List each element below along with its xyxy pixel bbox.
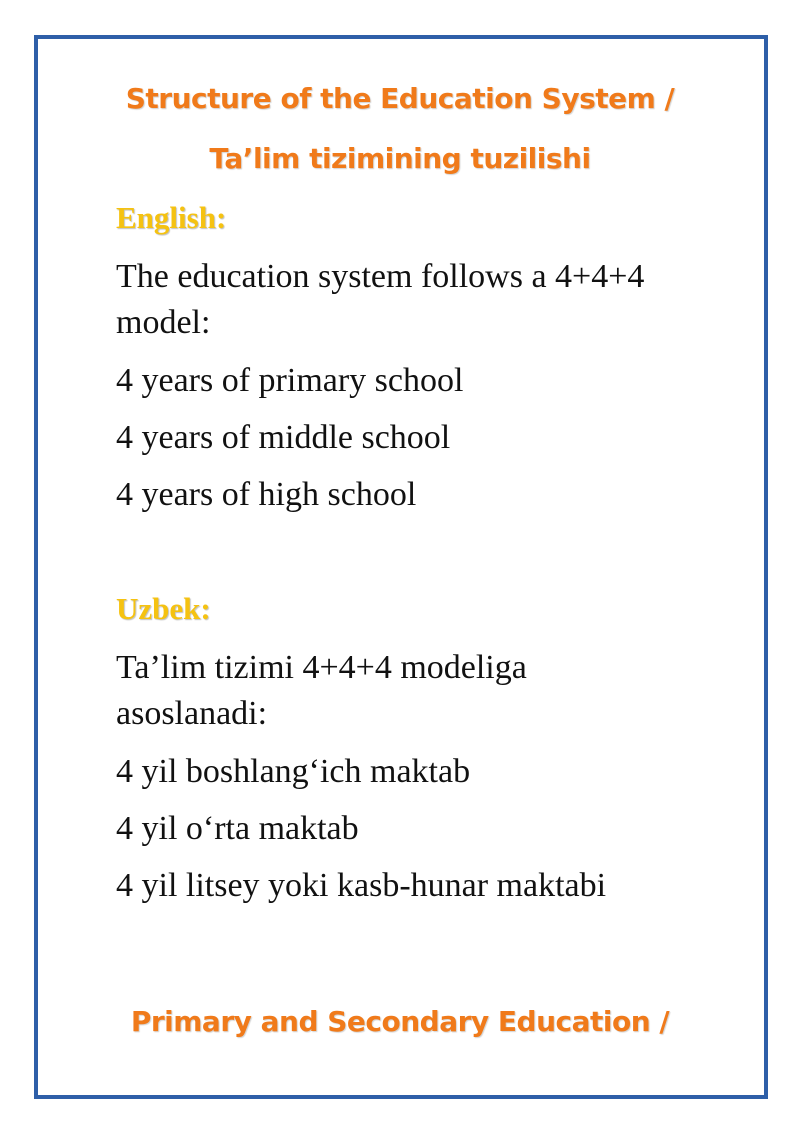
english-list-item: 4 years of primary school bbox=[116, 362, 464, 399]
uzbek-list-item: 4 yil o‘rta maktab bbox=[116, 810, 359, 847]
page-title-line-2: Ta’lim tizimining tuzilishi bbox=[209, 142, 591, 175]
english-list-item: 4 years of middle school bbox=[116, 419, 451, 456]
english-intro-line-2: model: bbox=[116, 304, 211, 341]
english-section-label: English: bbox=[116, 200, 227, 235]
uzbek-section-label: Uzbek: bbox=[116, 591, 211, 626]
uzbek-intro-line-1: Ta’lim tizimi 4+4+4 modeliga bbox=[116, 649, 527, 686]
uzbek-intro-line-2: asoslanadi: bbox=[116, 695, 268, 732]
next-section-heading: Primary and Secondary Education / bbox=[130, 1005, 670, 1038]
english-intro-line-1: The education system follows a 4+4+4 bbox=[116, 258, 645, 295]
page-title-line-1: Structure of the Education System / bbox=[125, 82, 675, 115]
uzbek-list-item: 4 yil litsey yoki kasb-hunar maktabi bbox=[116, 867, 607, 904]
page-border bbox=[34, 35, 768, 1099]
english-list-item: 4 years of high school bbox=[116, 476, 417, 513]
uzbek-list-item: 4 yil boshlang‘ich maktab bbox=[116, 753, 471, 790]
